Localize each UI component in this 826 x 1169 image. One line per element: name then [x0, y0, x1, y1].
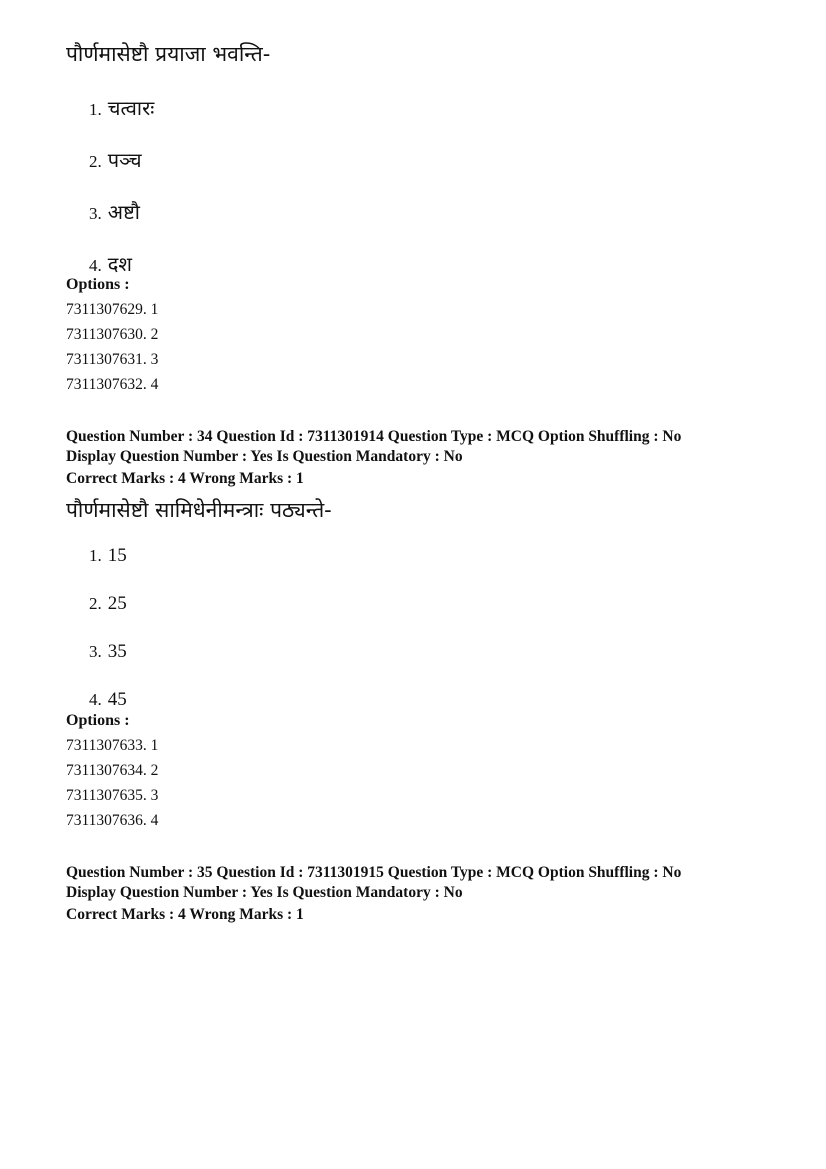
question-33-option-2: 7311307630. 2 — [66, 326, 159, 343]
choice-number: 3. — [89, 204, 102, 223]
question-34-choice-3 — [89, 640, 127, 663]
question-34-option-2: 7311307634. 2 — [66, 762, 159, 779]
question-33-choice-3 — [89, 198, 140, 225]
question-33-choice-1 — [89, 94, 154, 121]
choice-number: 2. — [89, 594, 102, 613]
choice-text: 15 — [107, 545, 127, 566]
choice-text: चत्वारः — [107, 96, 155, 120]
choice-number: 1. — [89, 546, 102, 565]
choice-text: 45 — [107, 689, 127, 710]
question-33-option-1: 7311307629. 1 — [66, 301, 159, 318]
question-33-text: पौर्णमासेष्टौ प्रयाजा भवन्ति- — [66, 42, 271, 66]
question-34-option-4: 7311307636. 4 — [66, 812, 159, 829]
question-34-option-1: 7311307633. 1 — [66, 737, 159, 754]
question-33-option-3: 7311307631. 3 — [66, 351, 159, 368]
question-34-text: पौर्णमासेष्टौ सामिधेनीमन्त्राः पठ्यन्ते- — [66, 498, 332, 522]
question-35-meta-line-1: Question Number : 35 Question Id : 7311301915 Question Type : MCQ Option Shuffling : No — [66, 864, 682, 881]
question-33-choice-2 — [89, 146, 142, 173]
question-34-meta-line-3: Correct Marks : 4 Wrong Marks : 1 — [66, 470, 304, 487]
question-35-meta-line-2: Display Question Number : Yes Is Question Mandatory : No — [66, 884, 463, 901]
question-34-option-3: 7311307635. 3 — [66, 787, 159, 804]
choice-text: 25 — [107, 593, 127, 614]
question-34-meta-line-1: Question Number : 34 Question Id : 7311301914 Question Type : MCQ Option Shuffling : No — [66, 428, 682, 445]
choice-text: पञ्च — [107, 148, 142, 172]
question-34-choice-2 — [89, 592, 127, 615]
question-33-options-label: Options : — [66, 276, 130, 293]
question-34-meta-line-2: Display Question Number : Yes Is Question Mandatory : No — [66, 448, 463, 465]
question-35-meta-line-3: Correct Marks : 4 Wrong Marks : 1 — [66, 906, 304, 923]
question-33-choice-4 — [89, 250, 132, 277]
choice-text: दश — [107, 252, 133, 276]
choice-number: 1. — [89, 100, 102, 119]
question-34-choice-1 — [89, 544, 127, 567]
question-33-option-4: 7311307632. 4 — [66, 376, 159, 393]
question-34-options-label: Options : — [66, 712, 130, 729]
choice-number: 3. — [89, 642, 102, 661]
choice-number: 4. — [89, 256, 102, 275]
choice-text: अष्टौ — [107, 200, 140, 224]
question-34-choice-4 — [89, 688, 127, 711]
choice-number: 2. — [89, 152, 102, 171]
choice-text: 35 — [107, 641, 127, 662]
choice-number: 4. — [89, 690, 102, 709]
